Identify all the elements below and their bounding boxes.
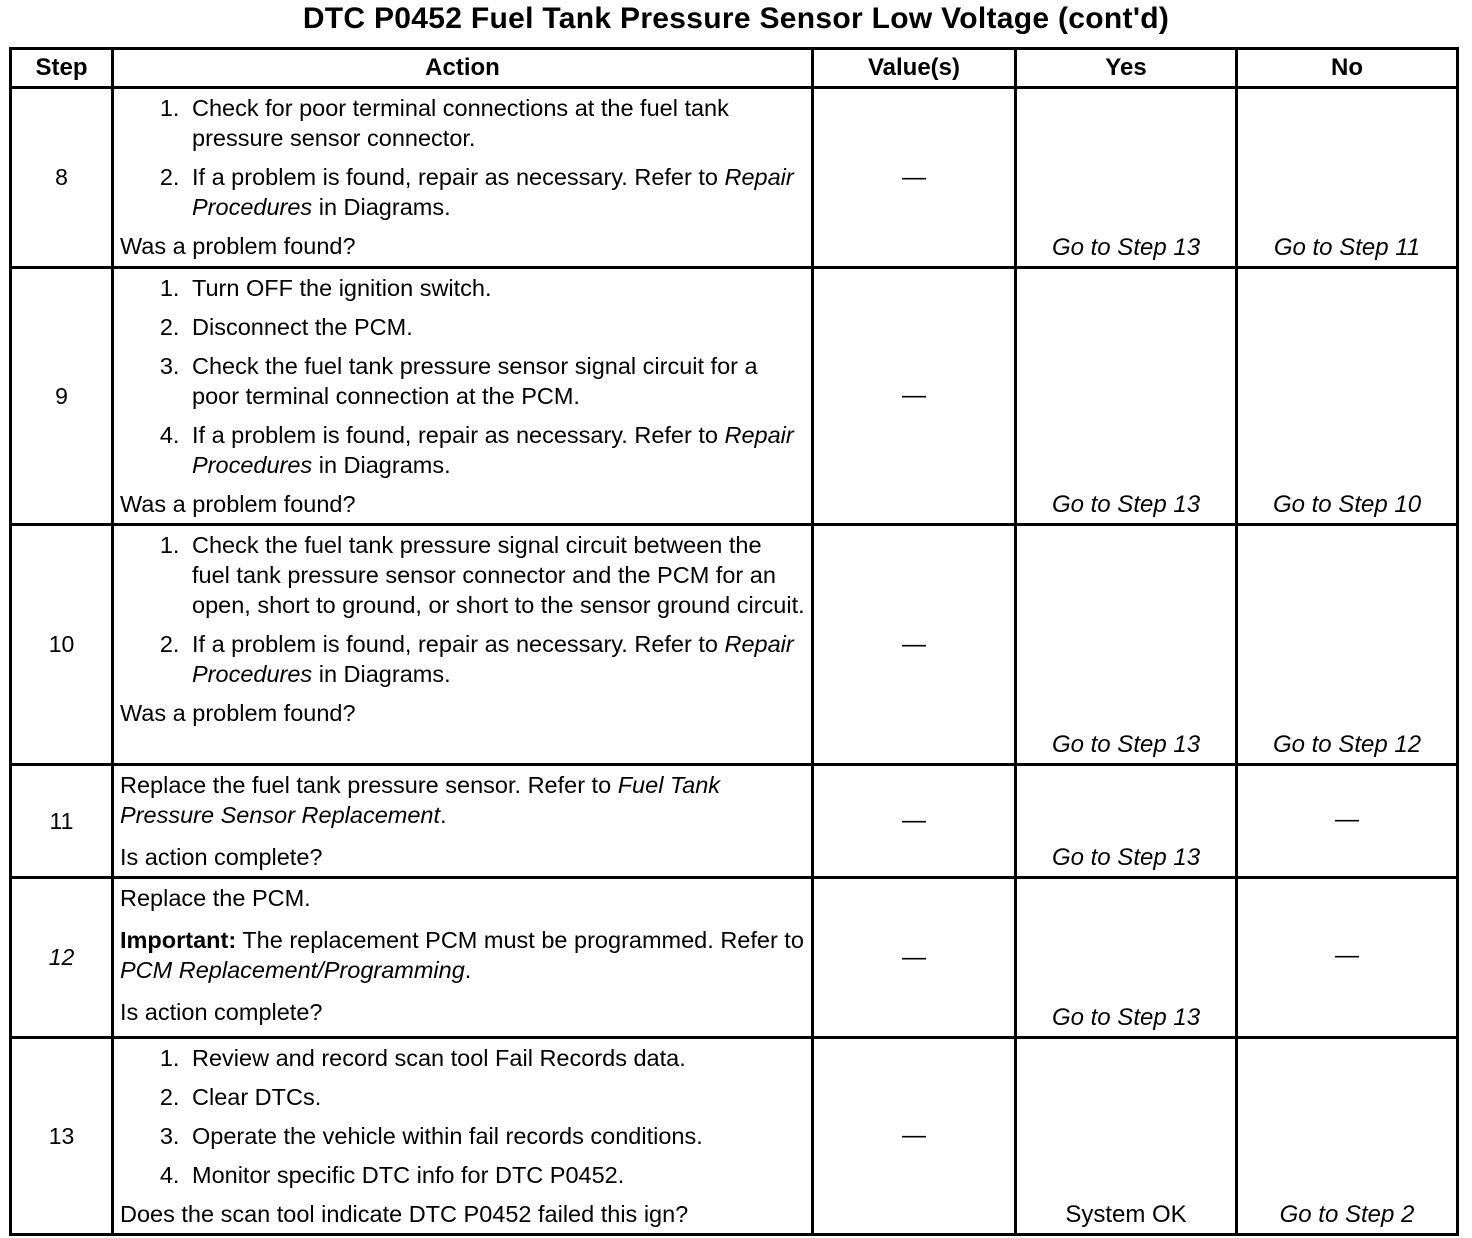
action-cell xyxy=(113,765,813,878)
yes-cell: Go to Step 13 xyxy=(1016,525,1237,765)
table-row xyxy=(11,878,1458,1038)
list-item: 1. Check the fuel tank pressure signal circuit between the fuel tank pressure sensor connector and the PCM for an open, short to ground, or short to the sensor ground circuit. xyxy=(186,530,805,620)
diagnostic-table xyxy=(9,47,1459,1236)
step-number: 12 xyxy=(11,878,113,1038)
yes-cell: Go to Step 13 xyxy=(1016,765,1237,878)
action-text: Replace the PCM. xyxy=(120,885,311,911)
page-title: DTC P0452 Fuel Tank Pressure Sensor Low Voltage (cont'd) xyxy=(302,2,1170,35)
yes-cell: Go to Step 13 xyxy=(1016,878,1237,1038)
list-item: 2. Clear DTCs. xyxy=(186,1082,805,1112)
header-step: Step xyxy=(11,49,113,88)
list-item: 4. If a problem is found, repair as necessary. Refer to Repair Procedures in Diagrams. xyxy=(186,420,805,480)
action-cell xyxy=(113,268,813,525)
value-cell: — xyxy=(813,1038,1016,1235)
value-cell: — xyxy=(813,765,1016,878)
step-number: 11 xyxy=(11,765,113,878)
no-cell: Go to Step 12 xyxy=(1237,525,1458,765)
value-cell: — xyxy=(813,88,1016,268)
yes-cell: System OK xyxy=(1016,1038,1237,1235)
header-no: No xyxy=(1237,49,1458,88)
action-list xyxy=(120,93,805,222)
list-item: 4. Monitor specific DTC info for DTC P0452. xyxy=(186,1160,805,1190)
important-note: Important: The replacement PCM must be programmed. Refer to PCM Replacement/Programming. xyxy=(120,927,804,983)
action-list xyxy=(120,1043,805,1190)
header-row xyxy=(11,49,1458,88)
question: Was a problem found? xyxy=(120,233,356,259)
action-cell xyxy=(113,88,813,268)
question: Is action complete? xyxy=(120,999,323,1025)
action-cell xyxy=(113,878,813,1038)
list-item: 3. Operate the vehicle within fail records conditions. xyxy=(186,1121,805,1151)
no-cell: — xyxy=(1237,878,1458,1038)
question: Was a problem found? xyxy=(120,491,356,517)
table-row xyxy=(11,1038,1458,1235)
list-item: 3. Check the fuel tank pressure sensor signal circuit for a poor terminal connection at the PCM. xyxy=(186,351,805,411)
question: Does the scan tool indicate DTC P0452 failed this ign? xyxy=(120,1201,689,1227)
no-cell: — xyxy=(1237,765,1458,878)
list-item: 2. If a problem is found, repair as necessary. Refer to Repair Procedures in Diagrams. xyxy=(186,629,805,689)
header-action: Action xyxy=(113,49,813,88)
action-text: Replace the fuel tank pressure sensor. Refer to Fuel Tank Pressure Sensor Replacement. xyxy=(120,772,721,828)
header-yes: Yes xyxy=(1016,49,1237,88)
no-cell: Go to Step 11 xyxy=(1237,88,1458,268)
reference-link: Repair Procedures xyxy=(192,164,794,220)
list-item: 1. Check for poor terminal connections at the fuel tank pressure sensor connector. xyxy=(186,93,805,153)
table-row xyxy=(11,88,1458,268)
reference-link: PCM Replacement/Programming xyxy=(120,957,465,983)
list-item: 1. Review and record scan tool Fail Records data. xyxy=(186,1043,805,1073)
action-list xyxy=(120,530,805,689)
step-number: 8 xyxy=(11,88,113,268)
list-item: 2. If a problem is found, repair as necessary. Refer to Repair Procedures in Diagrams. xyxy=(186,162,805,222)
step-number: 9 xyxy=(11,268,113,525)
value-cell: — xyxy=(813,525,1016,765)
list-item: 1. Turn OFF the ignition switch. xyxy=(186,273,805,303)
value-cell: — xyxy=(813,878,1016,1038)
question: Is action complete? xyxy=(120,844,323,870)
reference-link: Fuel Tank Pressure Sensor Replacement xyxy=(120,772,721,828)
list-item: 2. Disconnect the PCM. xyxy=(186,312,805,342)
table-row xyxy=(11,525,1458,765)
reference-link: Repair Procedures xyxy=(192,631,794,687)
header-values: Value(s) xyxy=(813,49,1016,88)
reference-link: Repair Procedures xyxy=(192,422,794,478)
table-row xyxy=(11,268,1458,525)
step-number: 10 xyxy=(11,525,113,765)
action-cell xyxy=(113,1038,813,1235)
action-list xyxy=(120,273,805,480)
value-cell: — xyxy=(813,268,1016,525)
table-row xyxy=(11,765,1458,878)
no-cell: Go to Step 10 xyxy=(1237,268,1458,525)
action-cell xyxy=(113,525,813,765)
yes-cell: Go to Step 13 xyxy=(1016,88,1237,268)
question: Was a problem found? xyxy=(120,700,356,726)
step-number: 13 xyxy=(11,1038,113,1235)
no-cell: Go to Step 2 xyxy=(1237,1038,1458,1235)
yes-cell: Go to Step 13 xyxy=(1016,268,1237,525)
